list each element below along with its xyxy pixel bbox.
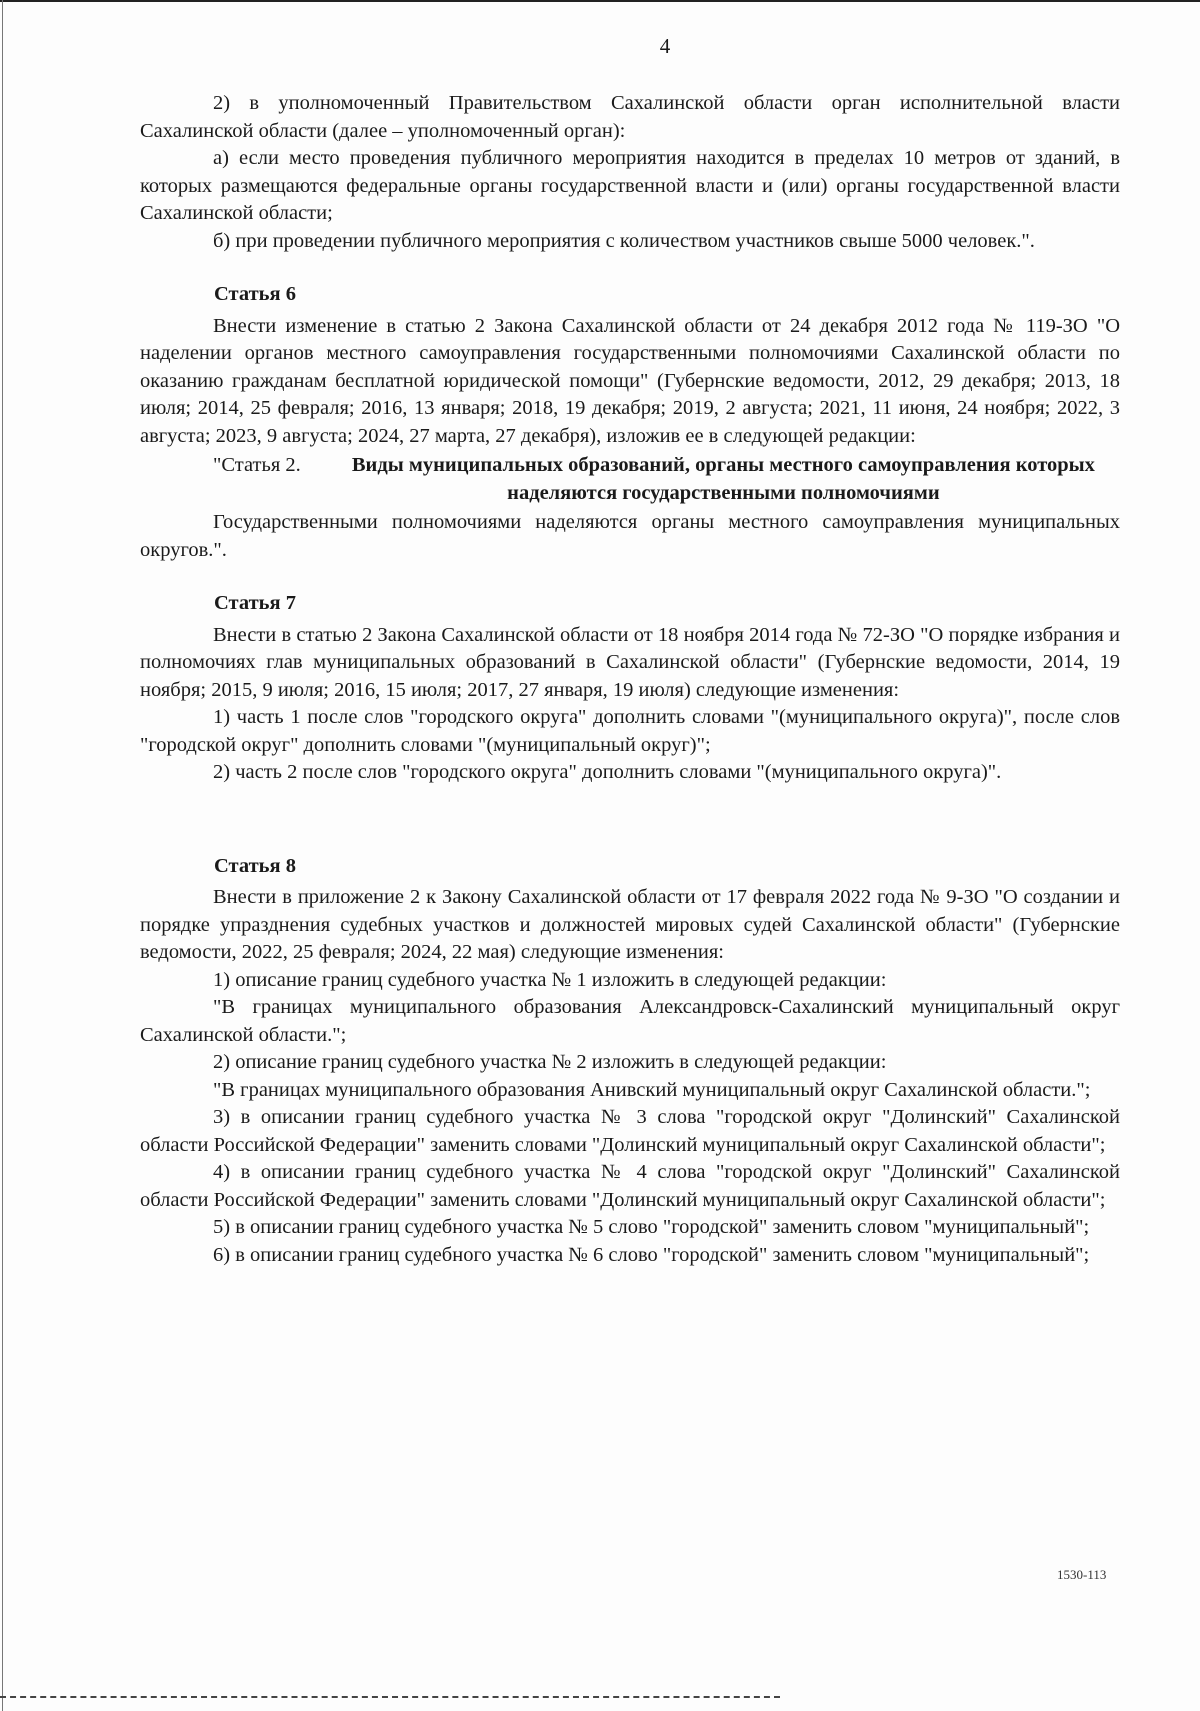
page-number: 4 <box>659 34 671 58</box>
article-8-paragraph-7: 4) в описании границ судебного участка № 4 слова "городской округ "Долинский" Сахалинской области Российской Федерации" заменить словами "Долинский муниципальный округ Сахалинской области"; <box>140 1161 1120 1211</box>
article-6-heading: Статья 6 <box>214 283 296 305</box>
article-7-paragraph-3: 2) часть 2 после слов "городского округа" дополнить словами "(муниципального округа)". <box>213 761 1002 783</box>
article-7-paragraph-1: Внести в статью 2 Закона Сахалинской области от 18 ноября 2014 года № 72-ЗО "О порядке избрания и полномочиях глав муниципальных образований в Сахалинской области" (Губернские ведомости, 2014, 19 ноября; 2015, 9 июля; 2016, 15 июля; 2017, 27 января, 19 июля) следующие изменения: <box>140 623 1120 701</box>
article-6-quoted-article <box>213 452 1120 507</box>
article-8-paragraph-4: 2) описание границ судебного участка № 2 изложить в следующей редакции: <box>213 1051 887 1073</box>
scan-edge-bottom <box>0 1696 780 1698</box>
article-8-paragraph-8: 5) в описании границ судебного участка № 5 слово "городской" заменить словом "муниципальный"; <box>213 1216 1090 1238</box>
article-8-paragraph-9: 6) в описании границ судебного участка № 6 слово "городской" заменить словом "муниципальный"; <box>213 1243 1090 1266</box>
article-6-paragraph-1: Внести изменение в статью 2 Закона Сахалинской области от 24 декабря 2012 года № 119-ЗО "О наделении органов местного самоуправления государственными полномочиями Сахалинской области по оказанию гражданам бесплатной юридической помощи" (Губернские ведомости, 2012, 29 декабря; 2013, 18 июля; 2014, 25 февраля; 2016, 13 января; 2018, 19 декабря; 2019, 2 августа; 2021, 11 июня, 24 ноября; 2022, 3 августа; 2023, 9 августа; 2024, 27 марта, 27 декабря), изложив ее в следующей редакции: <box>140 314 1120 447</box>
article-8-paragraph-6: 3) в описании границ судебного участка № 3 слова "городской округ "Долинский" Сахалинской области Российской Федерации" заменить словами "Долинский муниципальный округ Сахалинской области"; <box>140 1106 1120 1156</box>
scan-edge-top <box>0 0 1200 2</box>
document-body <box>140 90 1120 1269</box>
article-6-paragraph-2: Государственными полномочиями наделяются органы местного самоуправления муниципальных округов.". <box>140 511 1120 561</box>
article-8-paragraph-1: Внести в приложение 2 к Закону Сахалинской области от 17 февраля 2022 года № 9-ЗО "О создании и порядке упразднения судебных участков и должностей мировых судей Сахалинской области" (Губернские ведомости, 2022, 25 февраля; 2024, 22 мая) следующие изменения: <box>140 886 1120 963</box>
scan-edge-left <box>2 0 3 1711</box>
article-8-paragraph-5: "В границах муниципального образования Анивский муниципальный округ Сахалинской области."; <box>213 1078 1091 1101</box>
article-8-paragraph-2: 1) описание границ судебного участка № 1 изложить в следующей редакции: <box>213 968 887 991</box>
article-7-heading: Статья 7 <box>214 592 296 614</box>
quoted-article-title: Виды муниципальных образований, органы местного самоуправления которых наделяются государственными полномочиями <box>351 454 1095 504</box>
document-code: 1530-113 <box>1057 1567 1107 1582</box>
intro-paragraph-1: 2) в уполномоченный Правительством Сахалинской области орган исполнительной власти Сахалинской области (далее – уполномоченный орган): <box>140 92 1120 142</box>
article-8-paragraph-3: "В границах муниципального образования Александровск-Сахалинский муниципальный округ Сахалинской области."; <box>140 996 1120 1046</box>
intro-paragraph-2: а) если место проведения публичного мероприятия находится в пределах 10 метров от зданий, в которых размещаются федеральные органы государственной власти и (или) органы государственной власти Сахалинской области; <box>140 147 1120 224</box>
intro-paragraph-3: б) при проведении публичного мероприятия с количеством участников свыше 5000 человек.". <box>213 229 1035 252</box>
quoted-article-label: "Статья 2. <box>213 454 301 476</box>
article-8-heading: Статья 8 <box>214 854 296 877</box>
article-7-paragraph-2: 1) часть 1 после слов "городского округа" дополнить словами "(муниципального округа)", после слов "городской округ" дополнить словами "(муниципальный округ)"; <box>140 706 1120 756</box>
